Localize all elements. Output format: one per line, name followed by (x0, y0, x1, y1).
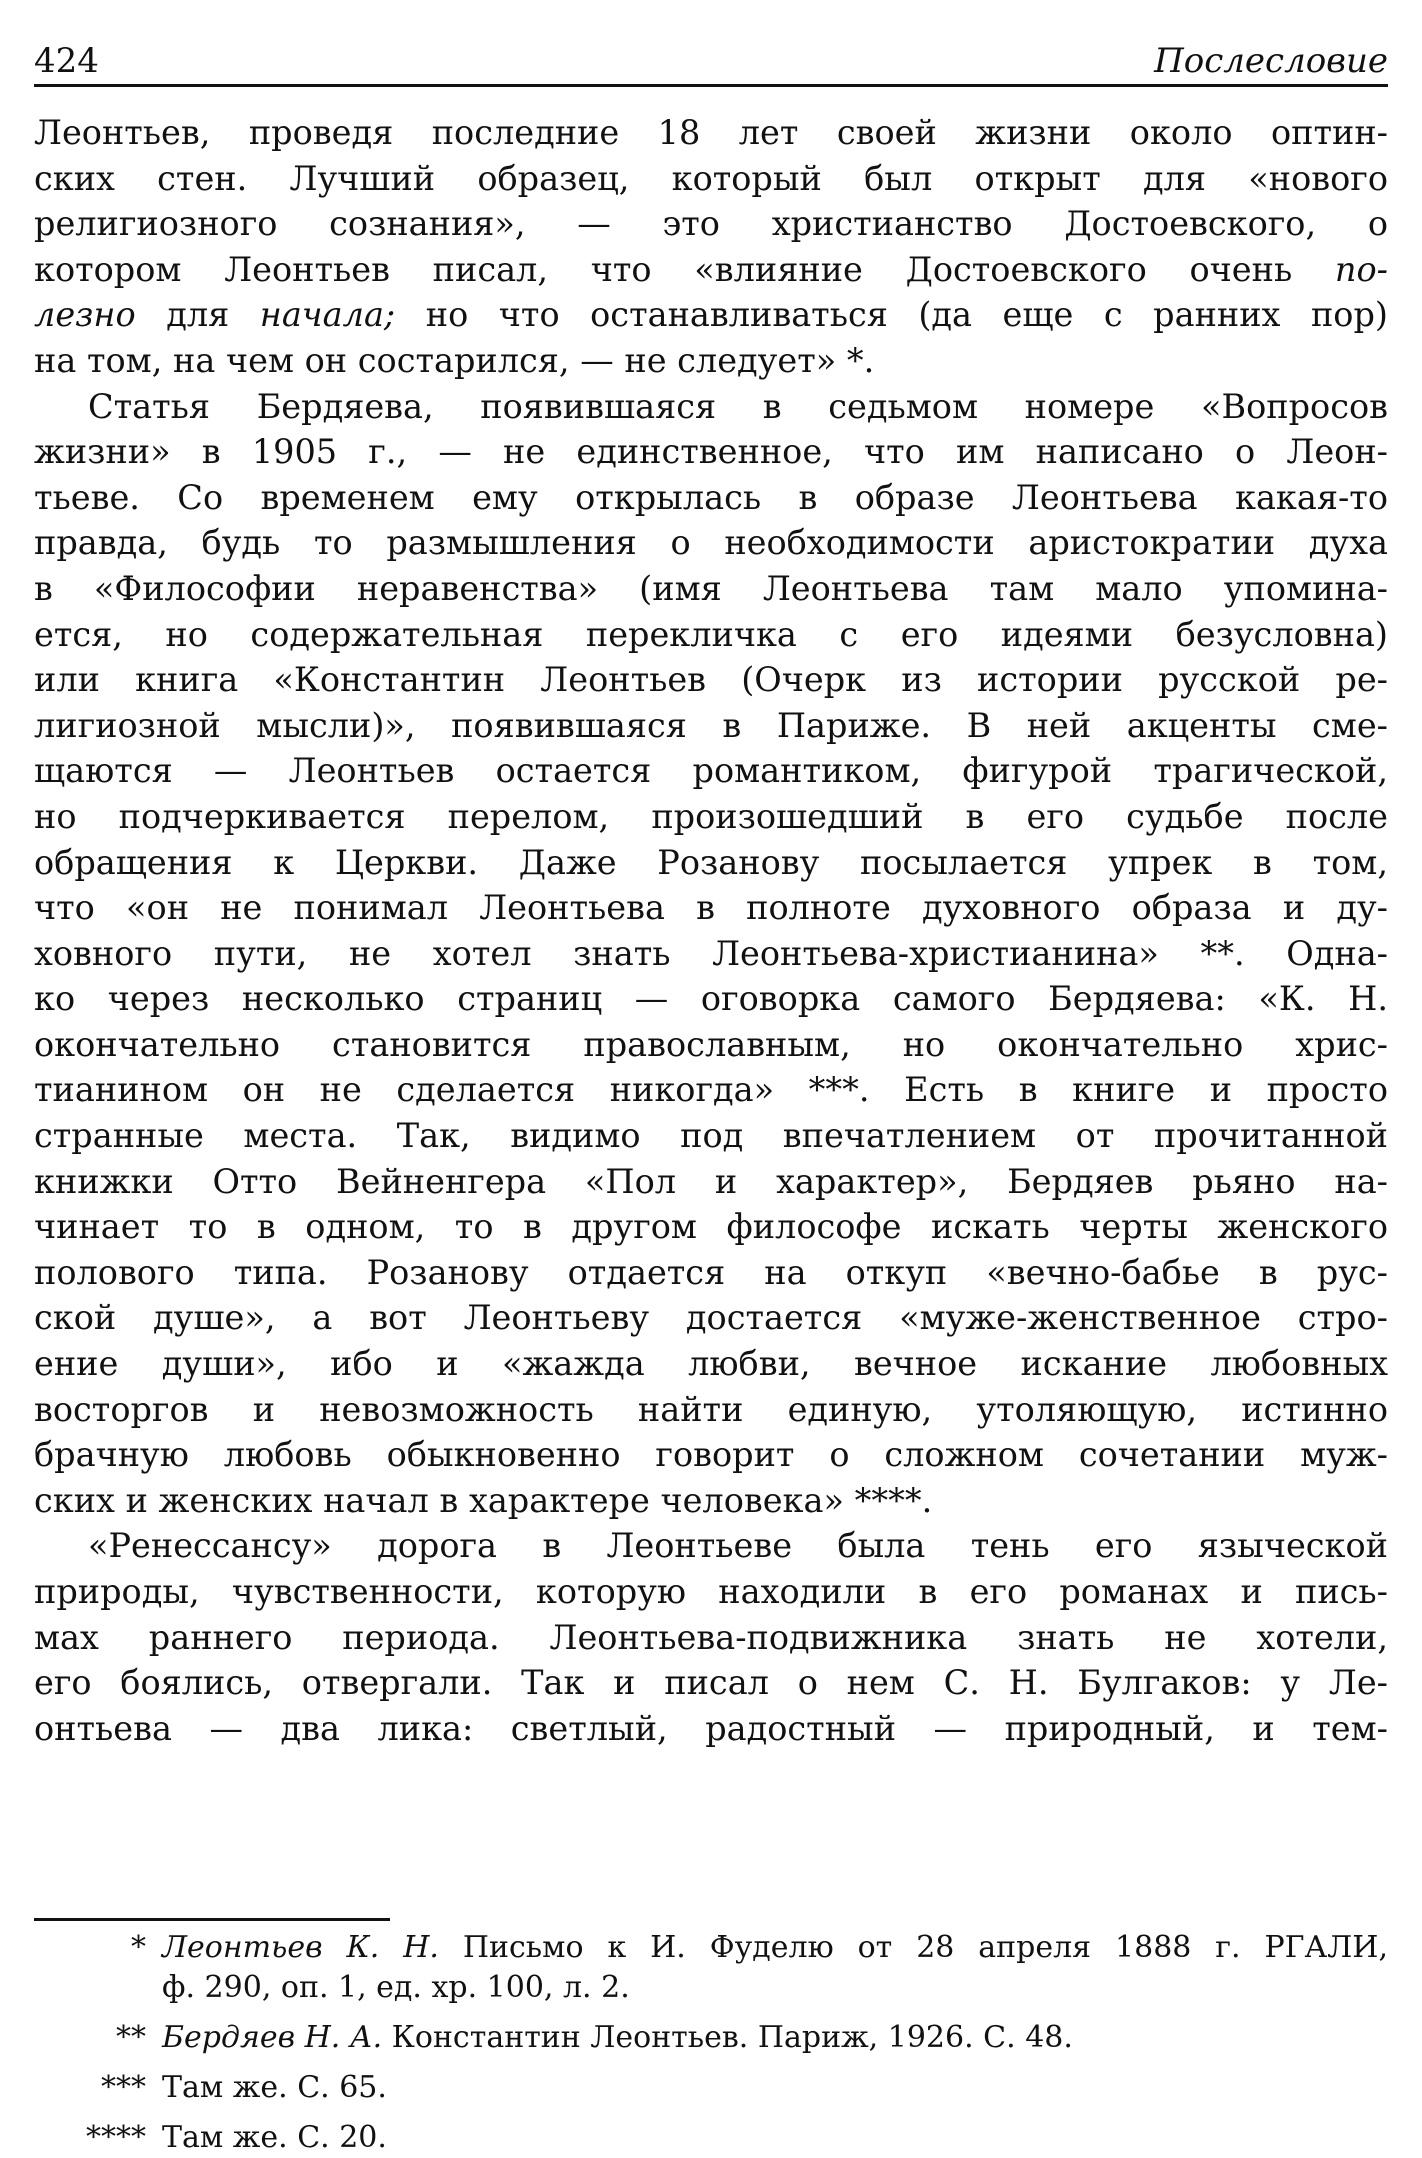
text-line: чинает то в одном, то в другом философе искать черты женского (34, 1207, 1388, 1247)
footnote (34, 2068, 1388, 2108)
footnote (34, 1928, 1388, 2008)
text-segment: котором Леонтьев писал, что «влияние Достоевского очень (34, 249, 1335, 289)
text-line: полового типа. Розанову отдается на откуп «вечно-бабье в рус- (34, 1252, 1388, 1292)
text-line: лигиозной мысли)», появившаяся в Париже. В ней акценты сме- (34, 705, 1388, 745)
text-segment: для (135, 295, 260, 335)
text-line: ко через несколько страниц — оговорка самого Бердяева: «К. Н. (34, 979, 1388, 1019)
text-line: онтьева — два лика: светлый, радостный — природный, и тем- (34, 1708, 1388, 1748)
text-line: правда, будь то размышления о необходимости аристократии духа (34, 523, 1388, 563)
text-line: ских и женских начал в характере человека» ****. (34, 1480, 933, 1520)
text-line: тианином он не сделается никогда» ***. Есть в книге и просто (34, 1070, 1388, 1110)
footnote-line: Там же. С. 65. (162, 2070, 387, 2105)
text-line: восторгов и невозможность найти единую, утоляющую, истинно (34, 1389, 1388, 1429)
text-line: или книга «Константин Леонтьев (Очерк из истории русской ре- (34, 660, 1388, 700)
main-text (34, 110, 1388, 1751)
text-line: ховного пути, не хотел знать Леонтьева-христианина» **. Одна- (34, 933, 1388, 973)
italic-emphasis: начала; (259, 295, 396, 335)
footnotes (34, 1928, 1388, 2158)
page-number: 424 (34, 41, 99, 81)
text-line: в «Философии неравенства» (имя Леонтьева там мало упомина- (34, 568, 1388, 608)
text-line: окончательно становится православным, но окончательно хрис- (34, 1024, 1388, 1064)
text-line: ских стен. Лучший образец, который был открыт для «нового (34, 158, 1388, 198)
text-line: книжки Отто Вейненгера «Пол и характер», Бердяев рьяно на- (34, 1161, 1388, 1201)
running-title: Послесловие (1154, 41, 1388, 81)
footnote-mark: ** (116, 2020, 146, 2055)
text-line: ение души», ибо и «жажда любви, вечное искание любовных (34, 1344, 1388, 1384)
text-line: на том, на чем он состарился, — не следует» *. (34, 340, 875, 380)
text-line (34, 292, 1388, 338)
text-line: природы, чувственности, которую находили в его романах и пись- (34, 1572, 1388, 1611)
text-line: щаются — Леонтьев остается романтиком, фигурой трагической, (34, 751, 1388, 791)
footnote-author: Бердяев Н. А. (162, 2020, 383, 2055)
text-line: Леонтьев, проведя последние 18 лет своей жизни около оптин- (34, 113, 1388, 152)
text-line: что «он не понимал Леонтьева в полноте духовного образа и ду- (34, 888, 1388, 928)
footnote-author: Леонтьев К. Н. (162, 1930, 439, 1965)
italic-emphasis: лезно (34, 295, 136, 335)
text-line: ской душе», а вот Леонтьеву достается «муже-женственное стро- (34, 1298, 1388, 1338)
footnote (34, 2118, 1388, 2158)
footnote-text: Константин Леонтьев. Париж, 1926. С. 48. (382, 2020, 1073, 2055)
text-line (34, 247, 1388, 293)
footnote-line: ф. 290, оп. 1, ед. хр. 100, л. 2. (162, 1970, 630, 2005)
footnote-rule (34, 1918, 390, 1921)
footnote-line (162, 1928, 1388, 1968)
footnote-line (162, 2018, 1388, 2058)
footnote-mark: *** (101, 2070, 146, 2105)
footnote-mark: **** (86, 2120, 146, 2155)
page-header (34, 38, 1388, 84)
text-line: религиозного сознания», — это христианство Достоевского, о (34, 204, 1388, 244)
text-line: ется, но содержательная перекличка с его идеями безусловна) (34, 614, 1388, 654)
book-page (34, 38, 1388, 2155)
text-line: брачную любовь обыкновенно говорит о сложном сочетании муж- (34, 1435, 1388, 1475)
text-line: тьеве. Со временем ему открылась в образе Леонтьева какая-то (34, 477, 1388, 517)
italic-emphasis: по- (1334, 249, 1388, 289)
header-rule (34, 84, 1388, 87)
paragraph-first-line: «Ренессансу» дорога в Леонтьеве была тень его языческой (88, 1526, 1388, 1566)
text-line: жизни» в 1905 г., — не единственное, что им написано о Леон- (34, 432, 1388, 472)
footnote-text: Письмо к И. Фуделю от 28 апреля 1888 г. РГАЛИ, (438, 1930, 1388, 1965)
paragraph-first-line: Статья Бердяева, появившаяся в седьмом номере «Вопросов (88, 386, 1388, 426)
text-segment: но что останавливаться (да еще с ранних пор) (395, 295, 1388, 335)
text-line: обращения к Церкви. Даже Розанову посылается упрек в том, (34, 842, 1388, 882)
text-line: но подчеркивается перелом, произошедший в его судьбе после (34, 796, 1388, 836)
footnote-line: Там же. С. 20. (162, 2120, 387, 2155)
footnote-mark: * (131, 1930, 146, 1965)
text-line: странные места. Так, видимо под впечатлением от прочитанной (34, 1116, 1388, 1156)
text-line: мах раннего периода. Леонтьева-подвижника знать не хотели, (34, 1617, 1388, 1657)
text-line: его боялись, отвергали. Так и писал о нем С. Н. Булгаков: у Ле- (34, 1663, 1388, 1703)
footnote (34, 2018, 1388, 2058)
